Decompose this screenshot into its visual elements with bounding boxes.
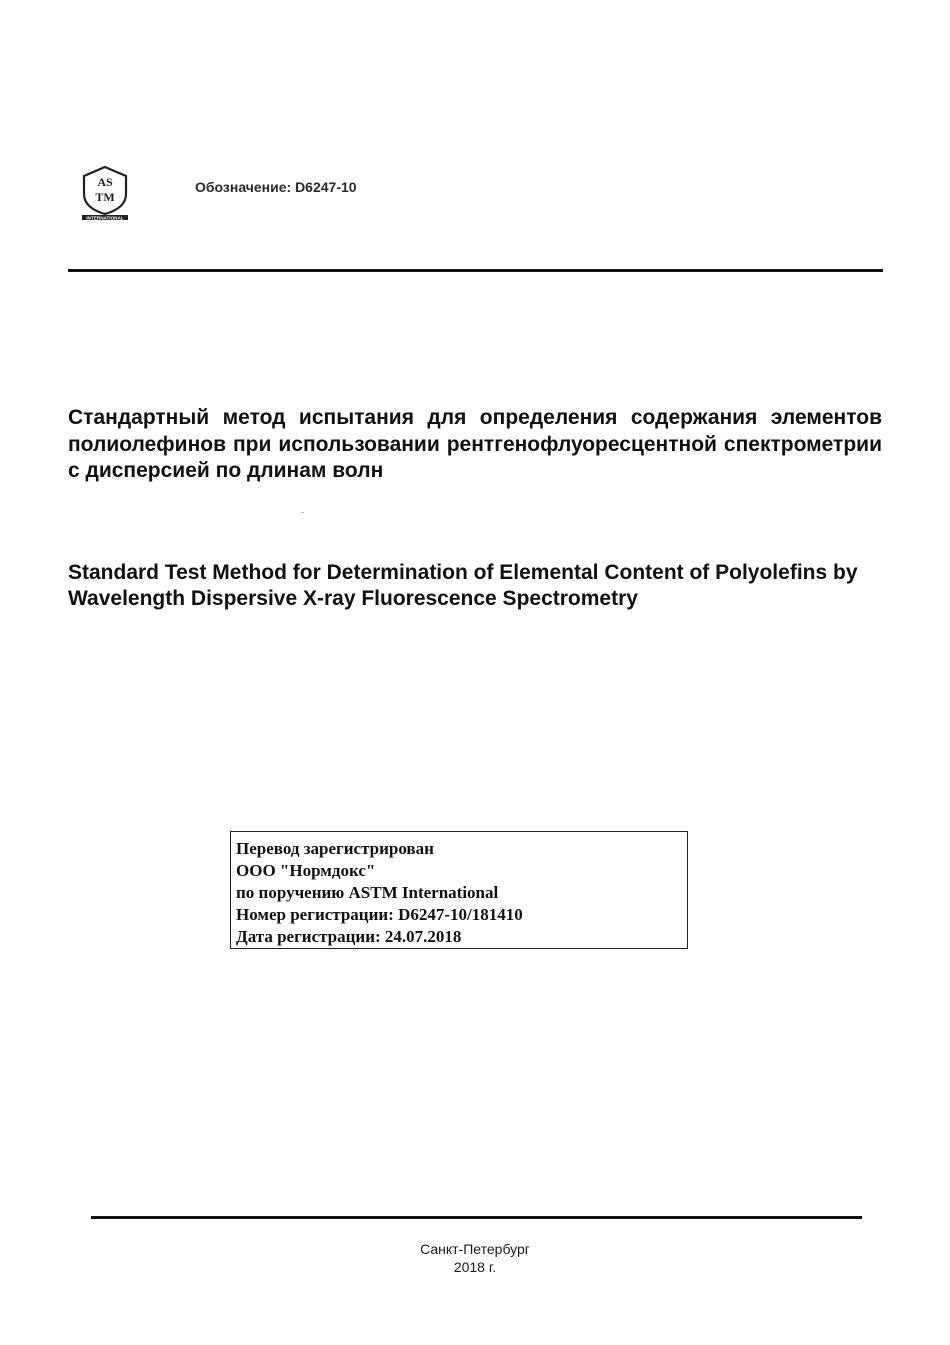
top-divider: [68, 269, 883, 272]
footer-year: 2018 г.: [453, 1259, 497, 1275]
registration-date: Дата регистрации: 24.07.2018: [236, 927, 462, 946]
astm-logo: [78, 164, 132, 224]
registration-company: ООО "Нормдокс": [236, 861, 376, 880]
registration-stamp: [230, 831, 688, 949]
designation: Обозначение: D6247-10: [195, 179, 357, 195]
footer: [0, 1240, 950, 1276]
stray-mark: [301, 512, 304, 513]
svg-text:INTERNATIONAL: INTERNATIONAL: [86, 215, 124, 221]
title-english: Standard Test Method for Determination of Elemental Content of Polyolefins by Wavelength Dispersive X-ray Fluorescence Spectrometry: [68, 561, 858, 610]
svg-text:TM: TM: [95, 190, 115, 204]
svg-text:AS: AS: [97, 175, 113, 189]
title-russian: Стандартный метод испытания для определения содержания элементов полиолефинов при использовании рентгенофлуоресцентной спектрометрии с дисперсией по длинам волн: [68, 406, 882, 482]
registration-number: Номер регистрации: D6247-10/181410: [236, 905, 523, 924]
astm-logo-icon: [78, 164, 132, 224]
footer-city: Санкт-Петербург: [420, 1241, 530, 1257]
registration-line: Перевод зарегистрирован: [236, 839, 434, 858]
registration-line: по поручению ASTM International: [236, 883, 499, 902]
bottom-divider: [91, 1216, 862, 1219]
